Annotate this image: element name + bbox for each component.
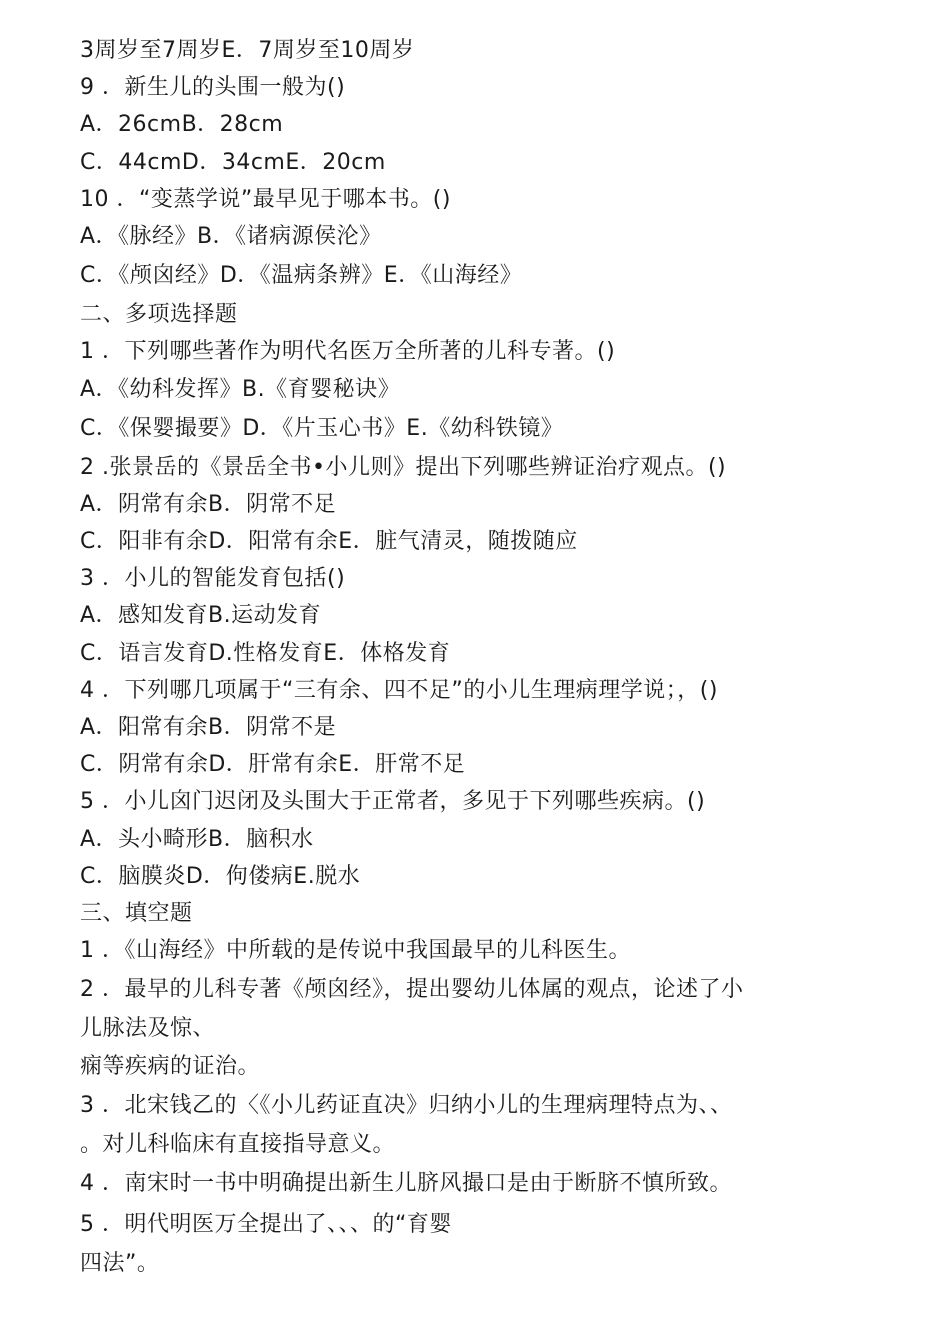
document-page (80, 32, 880, 1282)
options-line: A．26cmB．28cm (80, 112, 284, 138)
options-line: C．阴常有余D．肝常有余E．肝常不足 (80, 752, 466, 778)
fill-question-2-cont: 痫等疾病的证治。 (80, 1053, 261, 1079)
fill-question-5-cont: 四法”。 (80, 1250, 160, 1276)
fill-question-5: 5 ．明代明医万全提出了、、、的“育婴 (80, 1211, 452, 1237)
fill-question-4: 4 ．南宋时一书中明确提出新生儿脐风撮口是由于断脐不慎所致。 (80, 1170, 732, 1196)
section-heading: 二、多项选择题 (80, 302, 238, 328)
options-line: C．阳非有余D．阳常有余E．脏气清灵，随拨随应 (80, 529, 578, 555)
question-3: 3 ．小儿的智能发育包括() (80, 566, 346, 592)
fill-question-2-cont: 儿脉法及惊、 (80, 1016, 216, 1042)
question-5: 5 ．小儿囟门迟闭及头围大于正常者，多见于下列哪些疾病。() (80, 789, 706, 815)
question-1: 1 ．下列哪些著作为明代名医万全所著的儿科专著。() (80, 339, 616, 365)
options-line: A．阴常有余B．阴常不足 (80, 491, 337, 517)
fill-question-3-cont: 。对儿科临床有直接指导意义。 (80, 1131, 396, 1157)
question-2: 2 .张景岳的《景岳全书•小儿则》提出下列哪些辨证治疗观点。() (80, 454, 727, 480)
options-line: C．脑膜炎D．佝偻病E.脱水 (80, 863, 361, 889)
question-4: 4 ．下列哪几项属于“三有余、四不足”的小儿生理病理学说；，() (80, 677, 718, 703)
options-line: C．44cmD．34cmE．20cm (80, 149, 386, 175)
options-line: A．感知发育B.运动发育 (80, 603, 322, 629)
options-line: C．语言发育D.性格发育E．体格发育 (80, 640, 451, 666)
options-line: A．头小畸形B．脑积水 (80, 826, 314, 852)
fill-question-1: 1 ．《山海经》中所载的是传说中我国最早的儿科医生。 (80, 938, 631, 964)
options-line: C．《颅囟经》D．《温病条辨》E．《山海经》 (80, 263, 523, 289)
text-line: 3周岁至7周岁E．7周岁至10周岁 (80, 38, 415, 63)
options-line: C．《保婴撮要》D．《片玉心书》E.《幼科铁镜》 (80, 415, 564, 441)
question-9: 9 ．新生儿的头围一般为() (80, 75, 346, 101)
options-line: A．《脉经》B．《诸病源侯沦》 (80, 223, 382, 249)
options-line: A．《幼科发挥》B.《育婴秘诀》 (80, 376, 401, 402)
fill-question-2: 2 ．最早的儿科专著《颅囟经》，提出婴幼儿体属的观点，论述了小 (80, 977, 744, 1003)
section-heading: 三、填空题 (80, 900, 193, 926)
question-10: 10 ．“变蒸学说”最早见于哪本书。() (80, 186, 451, 212)
fill-question-3: 3 ．北宋钱乙的〈《小儿药证直决》归纳小儿的生理病理特点为、、 (80, 1092, 733, 1118)
options-line: A．阳常有余B．阴常不是 (80, 715, 337, 740)
